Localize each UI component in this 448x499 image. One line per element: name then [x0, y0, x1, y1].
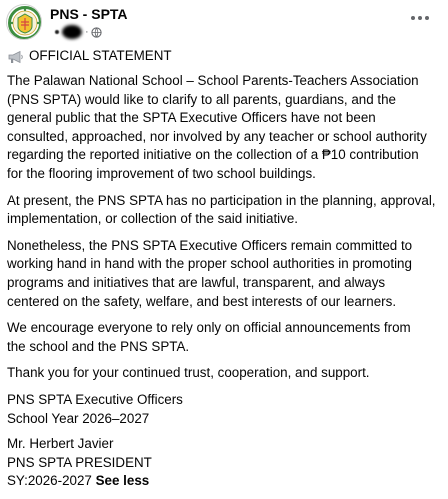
- text-line: (PNS SPTA) would like to clarify to all parents, guardians, and the: [7, 91, 397, 107]
- paragraph-no-participation: [7, 192, 443, 229]
- text-line: programs and initiatives that are lawful, transparent, and always: [7, 274, 386, 290]
- signature-title: PNS SPTA PRESIDENT: [7, 454, 152, 470]
- page-name[interactable]: PNS - SPTA: [50, 6, 128, 22]
- paragraph-thanks: [7, 364, 443, 383]
- text-line: We encourage everyone to rely only on official announcements from: [7, 320, 411, 336]
- text-line: for the flooring improvement of two school buildings.: [7, 165, 316, 181]
- school-seal-icon: [7, 5, 42, 40]
- text-line: centered on the safety, welfare, and best interests of our learners.: [7, 293, 397, 309]
- statement-title: [7, 47, 443, 66]
- paragraph-clarification: [7, 72, 443, 184]
- text-line: At present, the PNS SPTA has no participation in the planning, approval,: [7, 192, 436, 208]
- signature-name: Mr. Herbert Javier: [7, 436, 114, 452]
- meta-separator: ·: [85, 26, 89, 38]
- signature-school-year: SY:2026-2027: [7, 473, 92, 489]
- see-less-link[interactable]: See less: [95, 473, 150, 489]
- more-options-button[interactable]: [408, 9, 432, 27]
- signature-school-year-line: [7, 472, 443, 491]
- text-line: the school and the PNS SPTA.: [7, 338, 190, 354]
- text-line: working hand in hand with the proper school authorities in promoting: [7, 256, 412, 272]
- post-meta: [50, 24, 102, 40]
- text-line: consulted, approached, nor involved by any teacher or school authority: [7, 128, 427, 144]
- text-line: PNS SPTA Executive Officers: [7, 391, 183, 407]
- text-line: implementation, or collection of the said initiative.: [7, 211, 299, 227]
- more-options-icon: [410, 15, 430, 21]
- paragraph-commitment: [7, 237, 443, 311]
- statement-title-text: OFFICIAL STATEMENT: [29, 48, 172, 64]
- redacted-timestamp[interactable]: [62, 25, 82, 39]
- text-line: School Year 2026–2027: [7, 410, 150, 426]
- paragraph-officers: [7, 391, 443, 428]
- text-line: The Palawan National School – School Parents-Teachers Association: [7, 73, 419, 88]
- signature-block: [7, 435, 443, 491]
- text-line: Nonetheless, the PNS SPTA Executive Officers remain committed to: [7, 237, 413, 253]
- globe-icon[interactable]: [91, 27, 102, 38]
- text-line: regarding the reported initiative on the collection of a ₱10 contribution: [7, 147, 419, 163]
- redacted-marker: [55, 30, 59, 34]
- page-avatar[interactable]: [6, 4, 42, 40]
- post-content: [7, 47, 443, 499]
- post-header: [0, 0, 448, 46]
- text-line: Thank you for your continued trust, cooperation, and support.: [7, 365, 370, 381]
- text-line: general public that the SPTA Executive Officers have not been: [7, 110, 376, 126]
- megaphone-icon: [7, 50, 25, 64]
- paragraph-encouragement: [7, 319, 443, 356]
